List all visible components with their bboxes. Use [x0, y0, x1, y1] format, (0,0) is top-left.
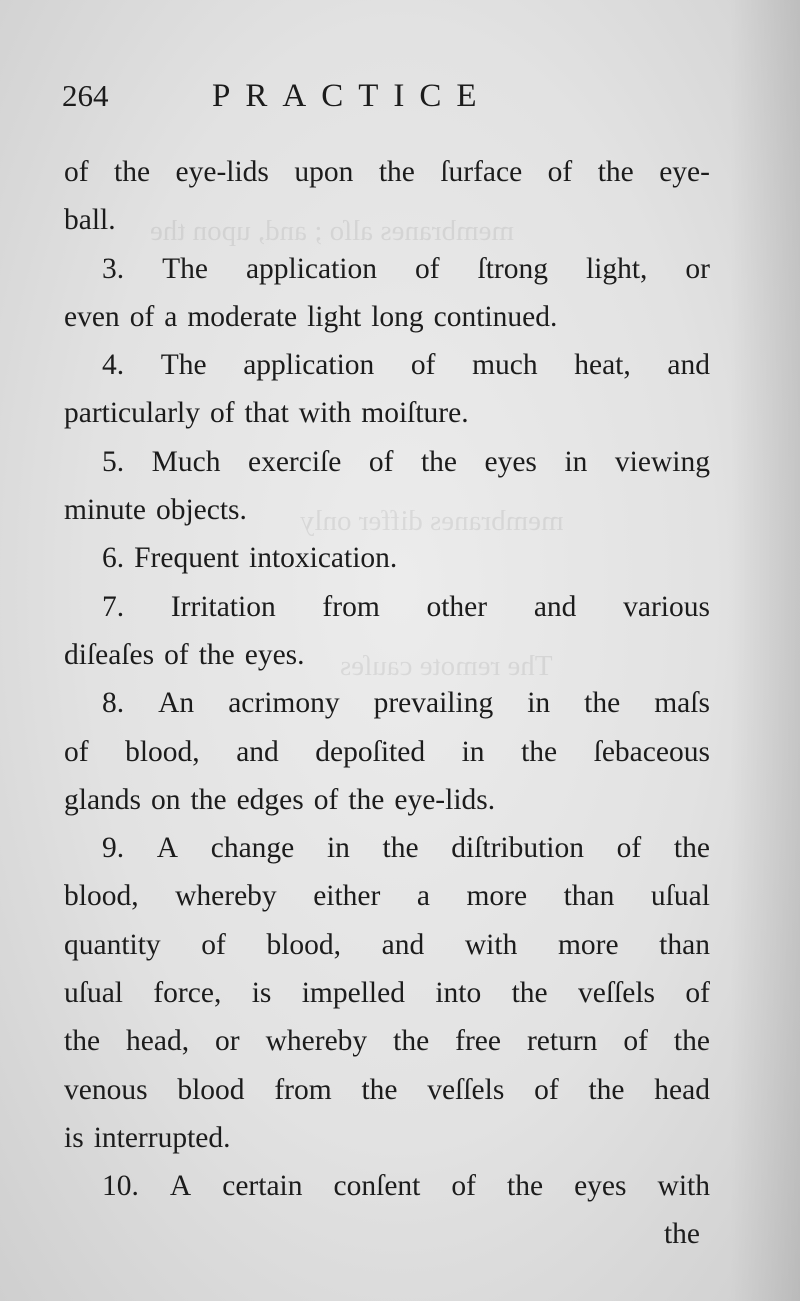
word: 9. — [102, 832, 125, 865]
word: ſtrong — [477, 252, 548, 285]
word: the — [361, 1073, 398, 1106]
word: eyes. — [244, 638, 305, 671]
word: a — [416, 880, 430, 913]
word: acrimony — [228, 687, 340, 720]
word: veſſels — [427, 1073, 505, 1106]
word: certain — [222, 1170, 303, 1203]
word: with — [464, 928, 518, 961]
word: and — [381, 928, 425, 961]
word: the — [198, 638, 235, 671]
word: the — [114, 156, 151, 188]
word: on — [151, 783, 181, 816]
word: uſual — [650, 880, 710, 913]
bleed-through-1: membranes alſo ; and, upon the — [150, 215, 515, 247]
word: A — [169, 1170, 192, 1203]
word: 6. — [102, 542, 125, 575]
word: or — [215, 1025, 240, 1058]
word: whereby — [265, 1025, 368, 1058]
word: of — [201, 928, 226, 961]
word: maſs — [654, 687, 710, 720]
word: or — [685, 252, 710, 285]
word: in — [461, 735, 485, 768]
word: the — [521, 735, 558, 768]
word: of — [64, 156, 89, 188]
word: quantity — [64, 928, 161, 961]
word: of — [313, 783, 339, 816]
word: than — [563, 880, 615, 913]
word: more — [466, 880, 528, 913]
word: viewing — [614, 445, 710, 478]
word: blood — [177, 1073, 245, 1106]
word: the — [588, 1073, 625, 1106]
word: diſeaſes — [64, 638, 155, 671]
word: blood, — [125, 735, 200, 768]
word: eyes — [484, 445, 537, 478]
word: head — [654, 1073, 710, 1106]
text-line — [64, 293, 710, 341]
word: eye-lids. — [394, 783, 496, 816]
text-line — [64, 148, 710, 196]
word: other — [426, 590, 488, 623]
word: 5. — [102, 445, 125, 478]
word: light — [307, 300, 362, 333]
word: the — [420, 445, 457, 478]
text-line — [64, 341, 710, 389]
text-line — [64, 245, 710, 293]
text-line — [64, 921, 710, 969]
word: that — [244, 397, 289, 430]
text-line — [64, 389, 710, 437]
word: intoxication. — [249, 542, 398, 575]
word: and — [533, 590, 577, 623]
text-line — [64, 679, 710, 727]
word: heat, — [574, 349, 631, 382]
text-line — [64, 1017, 710, 1065]
word: whereby — [175, 880, 277, 913]
word: the — [507, 1170, 544, 1203]
word: of — [534, 1073, 559, 1106]
word: much — [472, 349, 538, 382]
word: of — [410, 349, 436, 382]
word: An — [158, 687, 195, 720]
word: the — [511, 977, 548, 1010]
text-line — [64, 1162, 710, 1210]
word: ſebaceous — [593, 735, 710, 768]
word: the — [348, 783, 385, 816]
word: of — [685, 977, 710, 1010]
word: in — [326, 832, 350, 865]
word: minute — [64, 494, 146, 527]
word: application — [243, 349, 375, 382]
text-line — [64, 872, 710, 920]
word: of — [209, 397, 235, 430]
word: is — [251, 977, 272, 1010]
text-line — [64, 486, 710, 534]
bleed-through-3: The remote cauſes — [340, 650, 553, 682]
word: free — [455, 1025, 501, 1058]
word: of — [164, 638, 189, 671]
word: more — [557, 928, 619, 961]
word: 7. — [102, 590, 125, 623]
word: The — [162, 252, 208, 285]
word: than — [659, 928, 710, 961]
word: interrupted. — [93, 1121, 231, 1154]
word: long — [371, 300, 424, 333]
word: blood, — [266, 928, 342, 961]
word: Irritation — [170, 590, 276, 623]
word: exerciſe — [247, 445, 342, 478]
word: from — [322, 590, 380, 623]
word: force, — [153, 977, 222, 1010]
catchword: the — [663, 1218, 700, 1250]
word: ball. — [64, 204, 116, 237]
word: A — [156, 832, 179, 865]
word: the — [382, 832, 419, 865]
word: eye-lids — [175, 156, 269, 188]
word: in — [527, 687, 551, 720]
text-line — [64, 728, 710, 776]
word: upon — [294, 156, 354, 188]
word: impelled — [301, 977, 405, 1010]
word: particularly — [64, 397, 200, 430]
word: the — [597, 156, 634, 188]
word: blood, — [64, 880, 139, 913]
word: 10. — [102, 1170, 139, 1203]
running-title: PRACTICE — [212, 78, 492, 114]
word: diſtribution — [451, 832, 584, 865]
word: 4. — [102, 349, 125, 382]
word: in — [564, 445, 588, 478]
word: the — [64, 1025, 101, 1058]
word: into — [435, 977, 482, 1010]
word: either — [313, 880, 381, 913]
word: the — [584, 687, 621, 720]
page-number: 264 — [62, 78, 109, 113]
word: uſual — [64, 977, 123, 1010]
text-line — [64, 196, 710, 244]
word: with — [657, 1170, 710, 1203]
word: head, — [126, 1025, 190, 1058]
word: of — [64, 735, 89, 768]
word: change — [210, 832, 295, 865]
word: a — [164, 300, 178, 333]
word: of — [414, 252, 440, 285]
word: The — [160, 349, 207, 382]
word: of — [451, 1170, 476, 1203]
word: various — [623, 590, 710, 623]
text-line — [64, 824, 710, 872]
word: and — [236, 735, 279, 768]
word: the — [378, 156, 415, 188]
text-line — [64, 438, 710, 486]
text-line — [64, 969, 710, 1017]
word: moiſture. — [361, 397, 469, 430]
page-header — [62, 78, 622, 128]
word: and — [667, 349, 710, 382]
word: veſſels — [578, 977, 656, 1010]
word: ſurface — [440, 156, 523, 188]
text-line — [64, 1066, 710, 1114]
text-line — [64, 583, 710, 631]
word: continued. — [433, 300, 558, 333]
word: from — [274, 1073, 332, 1106]
word: the — [673, 832, 710, 865]
word: the — [673, 1025, 710, 1058]
word: eyes — [574, 1170, 627, 1203]
bleed-through-2: membranes differ only — [300, 505, 564, 537]
text-line — [64, 1114, 710, 1162]
word: with — [298, 397, 352, 430]
word: glands — [64, 783, 142, 816]
text-line — [64, 776, 710, 824]
word: return — [526, 1025, 598, 1058]
word: even — [64, 300, 120, 333]
word: moderate — [187, 300, 298, 333]
word: light, — [585, 252, 648, 285]
word: of — [616, 832, 642, 865]
word: eye- — [659, 156, 710, 188]
text-line — [64, 631, 710, 679]
word: depoſited — [315, 735, 426, 768]
word: objects. — [155, 494, 247, 527]
word: 3. — [102, 252, 125, 285]
word: 8. — [102, 687, 125, 720]
word: conſent — [333, 1170, 421, 1203]
word: Frequent — [134, 542, 239, 575]
word: is — [64, 1121, 84, 1154]
word: of — [368, 445, 394, 478]
text-line — [64, 534, 710, 582]
word: of — [547, 156, 573, 188]
word: venous — [64, 1073, 148, 1106]
body-text — [64, 148, 710, 1211]
word: of — [623, 1025, 648, 1058]
word: the — [393, 1025, 430, 1058]
word: application — [245, 252, 378, 285]
word: of — [129, 300, 155, 333]
word: prevailing — [373, 687, 494, 720]
word: the — [190, 783, 227, 816]
word: Much — [151, 445, 221, 478]
word: edges — [236, 783, 304, 816]
